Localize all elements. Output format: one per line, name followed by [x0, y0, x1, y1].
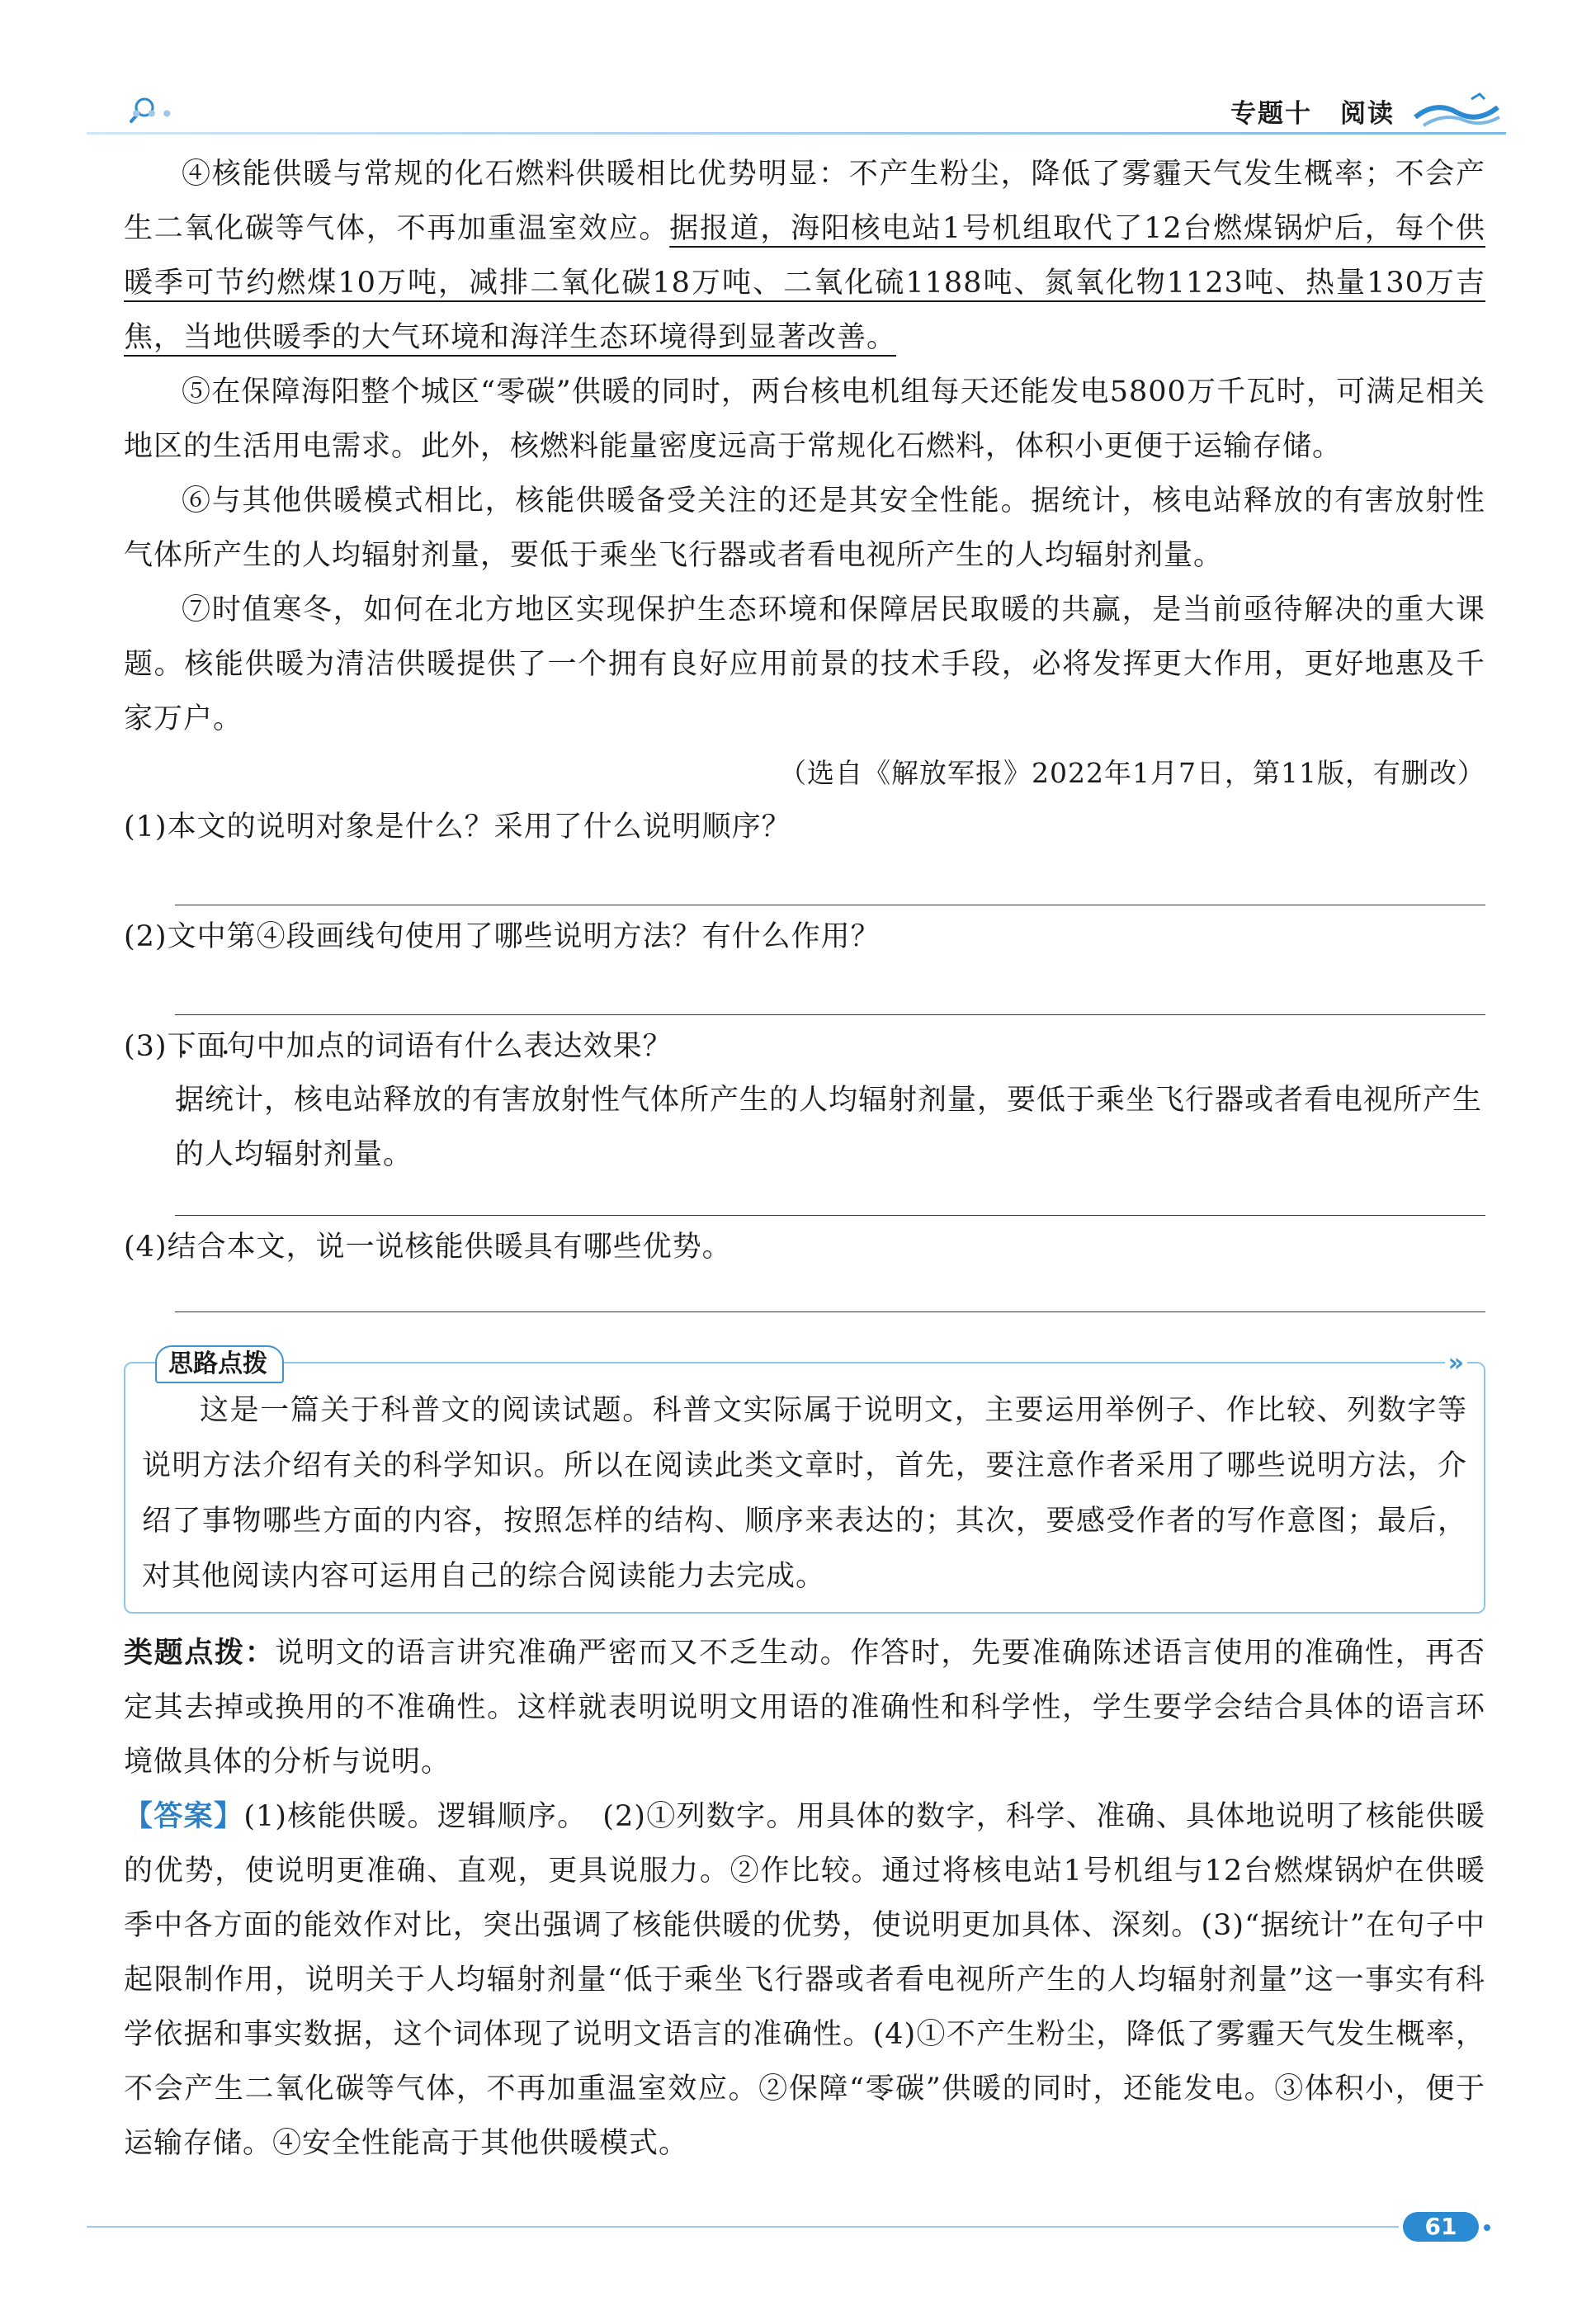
- question-3: (3)下面句中加点的词语有什么表达效果？: [124, 1030, 673, 1063]
- answer-line-3: [175, 1215, 1485, 1216]
- answer-line-2: [175, 1014, 1485, 1015]
- answer-label: 【答案】: [124, 1800, 244, 1833]
- tip-label: 思路点拨: [155, 1345, 284, 1383]
- article-source: （选自《解放军报》2022年1月7日，第11版，有删改）: [779, 757, 1485, 789]
- dotted-word: 据统计 • • •: [175, 1084, 264, 1117]
- paragraph-4-text: ④核能供暖与常规的化石燃料供暖相比优势明显：不产生粉尘，降低了雾霾天气发生概率；不会产生二氧化碳等气体，不再加重温室效应。: [124, 158, 1485, 245]
- article-body: [124, 147, 1485, 1312]
- paragraph-4-underlined: 据报道，海阳核电站1号机组取代了12台燃煤锅炉后，每个供暖季可节约燃煤10万吨，减排二氧化碳18万吨、二氧化硫1188吨、氮氧化物1123吨、热量130万吉焦，当地供暖季的大气环境和海洋生态环境得到显著改善。: [124, 212, 1485, 354]
- paragraph-4: [124, 147, 1485, 365]
- analysis-label: 类题点拨：: [124, 1637, 276, 1670]
- answer-line-4: [175, 1311, 1485, 1312]
- question-1: (1)本文的说明对象是什么？采用了什么说明顺序？: [124, 811, 791, 844]
- tip-text: 这是一篇关于科普文的阅读试题。科普文实际属于说明文，主要运用举例子、作比较、列数字等说明方法介绍有关的科学知识。所以在阅读此类文章时，首先，要注意作者采用了哪些说明方法，介绍了事物哪些方面的内容，按照怎样的结构、顺序来表达的；其次，要感受作者的写作意图；最后，对其他阅读内容可运用自己的综合阅读能力去完成。: [142, 1394, 1467, 1593]
- question-3-quote: [175, 1073, 1485, 1182]
- section-label: 专题十: [1230, 99, 1312, 129]
- answer-text: (1)核能供暖。逻辑顺序。 (2)①列数字。用具体的数字，科学、准确、具体地说明了核能供暖的优势，使说明更准确、直观，更具说服力。②作比较。通过将核电站1号机组与12台燃煤锅炉在供暖季中各方面的能效作对比，突出强调了核能供暖的优势，使说明更加具体、深刻。(3)“据统计”在句子中起限制作用，说明关于人均辐射剂量“低于乘坐飞行器或者看电视所产生的人均辐射剂量”这一事实有科学依据和事实数据，这个词体现了说明文语言的准确性。(4)①不产生粉尘，降低了雾霾天气发生概率，不会产生二氧化碳等气体，不再加重温室效应。②保障“零碳”供暖的同时，还能发电。③体积小，便于运输存储。④安全性能高于其他供暖模式。: [124, 1800, 1485, 2160]
- double-arrow-icon: »: [1445, 1349, 1467, 1378]
- analysis-block: [124, 1626, 1485, 1789]
- header-title: [1230, 92, 1395, 130]
- question-4: (4)结合本文，说一说核能供暖具有哪些优势。: [124, 1231, 732, 1264]
- paragraph-5: ⑤在保障海阳整个城区“零碳”供暖的同时，两台核电机组每天还能发电5800万千瓦时，可满足相关地区的生活用电需求。此外，核燃料能量密度远高于常规化石燃料，体积小更便于运输存储。: [124, 376, 1485, 463]
- question-2: (2)文中第④段画线句使用了哪些说明方法？有什么作用？: [124, 920, 881, 953]
- analysis-text: 说明文的语言讲究准确严密而又不乏生动。作答时，先要准确陈述语言使用的准确性，再否定其去掉或换用的不准确性。这样就表明说明文用语的准确性和科学性，学生要学会结合具体的语言环境做具体的分析与说明。: [124, 1637, 1485, 1779]
- header-dots: •••: [130, 101, 176, 128]
- tip-box: [124, 1349, 1485, 1614]
- question-3-quote-rest: ，核电站释放的有害放射性气体所产生的人均辐射剂量，要低于乘坐飞行器或者看电视所产生的人均辐射剂量。: [175, 1084, 1483, 1171]
- paragraph-6: ⑥与其他供暖模式相比，核能供暖备受关注的还是其安全性能。据统计，核电站释放的有害放射性气体所产生的人均辐射剂量，要低于乘坐飞行器或者看电视所产生的人均辐射剂量。: [124, 484, 1485, 572]
- topic-label: 阅读: [1340, 99, 1395, 129]
- answer-block: [124, 1789, 1485, 2171]
- footer-rule: [87, 2226, 1399, 2228]
- page-header: [87, 89, 1506, 135]
- header-rule: [87, 132, 1506, 135]
- paragraph-7: ⑦时值寒冬，如何在北方地区实现保护生态环境和保障居民取暖的共赢，是当前亟待解决的重大课题。核能供暖为清洁供暖提供了一个拥有良好应用前景的技术手段，必将发挥更大作用，更好地惠及千家万户。: [124, 593, 1485, 735]
- page-number: 61: [1403, 2212, 1479, 2242]
- page-dot: [1484, 2224, 1490, 2231]
- wave-logo-icon: [1407, 84, 1506, 132]
- answer-section: [124, 1626, 1485, 2171]
